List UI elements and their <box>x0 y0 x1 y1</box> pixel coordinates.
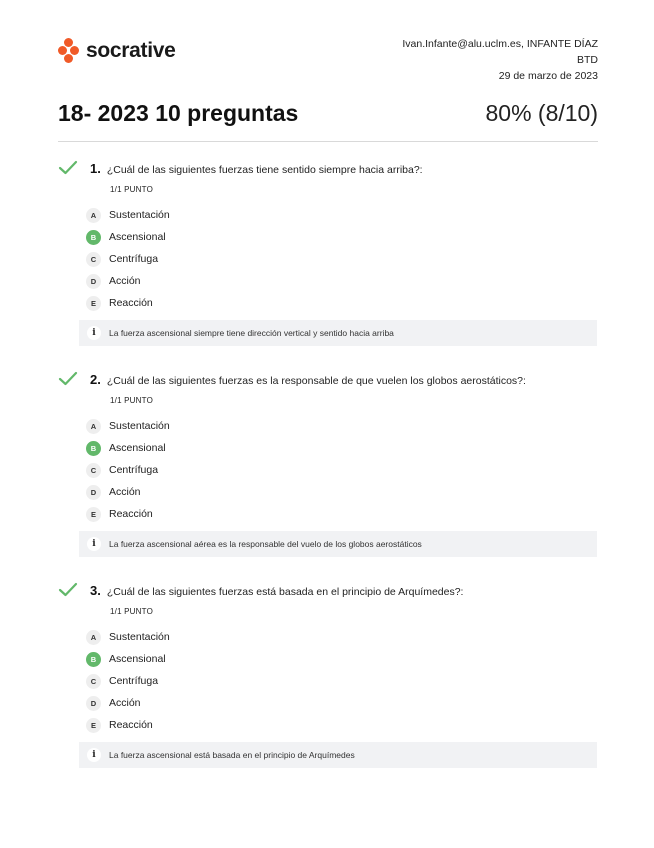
title-row <box>58 96 598 130</box>
question-number: 1. <box>90 161 101 176</box>
option-text: Centrífuga <box>109 675 159 687</box>
question-header <box>90 161 590 176</box>
answer-options <box>86 415 170 525</box>
option-d <box>86 692 170 714</box>
question-header <box>90 583 590 598</box>
option-letter: D <box>86 696 101 711</box>
explanation-note <box>79 531 597 557</box>
option-letter: E <box>86 507 101 522</box>
option-text: Acción <box>109 486 141 498</box>
option-letter: B <box>86 441 101 456</box>
option-c <box>86 248 170 270</box>
option-letter: E <box>86 296 101 311</box>
socrative-logo-icon <box>58 38 80 64</box>
explanation-note <box>79 320 597 346</box>
student-email: Ivan.Infante@alu.uclm.es, INFANTE DÍAZ <box>402 38 598 50</box>
option-letter: B <box>86 652 101 667</box>
student-group: BTD <box>577 54 598 66</box>
correct-check-icon <box>58 371 78 387</box>
explanation-text: La fuerza ascensional aérea es la responsable del vuelo de los globos aerostáticos <box>109 539 422 549</box>
option-text: Ascensional <box>109 653 166 665</box>
option-b-correct <box>86 648 170 670</box>
question-points: 1/1 PUNTO <box>110 396 153 405</box>
question-points: 1/1 PUNTO <box>110 607 153 616</box>
option-letter: B <box>86 230 101 245</box>
answer-options <box>86 626 170 736</box>
info-icon: i <box>87 748 101 762</box>
option-e <box>86 714 170 736</box>
quiz-date: 29 de marzo de 2023 <box>498 70 598 82</box>
option-text: Centrífuga <box>109 464 159 476</box>
explanation-note <box>79 742 597 768</box>
option-text: Centrífuga <box>109 253 159 265</box>
option-letter: E <box>86 718 101 733</box>
socrative-logo <box>58 38 176 64</box>
option-letter: D <box>86 274 101 289</box>
option-letter: A <box>86 630 101 645</box>
option-letter: C <box>86 463 101 478</box>
quiz-score: 80% (8/10) <box>485 99 598 126</box>
option-letter: A <box>86 208 101 223</box>
option-text: Ascensional <box>109 231 166 243</box>
info-icon: i <box>87 326 101 340</box>
option-text: Sustentación <box>109 631 170 643</box>
explanation-text: La fuerza ascensional siempre tiene dirección vertical y sentido hacia arriba <box>109 328 394 338</box>
question-text: ¿Cuál de las siguientes fuerzas tiene sentido siempre hacia arriba?: <box>106 164 423 176</box>
divider <box>58 141 598 142</box>
option-d <box>86 481 170 503</box>
question-text: ¿Cuál de las siguientes fuerzas está basada en el principio de Arquímedes?: <box>106 586 464 598</box>
option-text: Reacción <box>109 297 153 309</box>
question-number: 3. <box>90 583 101 598</box>
option-letter: D <box>86 485 101 500</box>
option-c <box>86 459 170 481</box>
question-header <box>90 372 590 387</box>
option-text: Acción <box>109 697 141 709</box>
option-text: Reacción <box>109 719 153 731</box>
answer-options <box>86 204 170 314</box>
student-meta <box>402 36 598 84</box>
page-header <box>58 36 598 86</box>
correct-check-icon <box>58 582 78 598</box>
question-points: 1/1 PUNTO <box>110 185 153 194</box>
option-a <box>86 626 170 648</box>
option-b-correct <box>86 226 170 248</box>
option-letter: A <box>86 419 101 434</box>
option-c <box>86 670 170 692</box>
question-text: ¿Cuál de las siguientes fuerzas es la responsable de que vuelen los globos aerostáticos?: <box>106 375 526 387</box>
option-text: Sustentación <box>109 209 170 221</box>
option-d <box>86 270 170 292</box>
option-e <box>86 292 170 314</box>
option-text: Ascensional <box>109 442 166 454</box>
quiz-title: 18- 2023 10 preguntas <box>58 99 299 126</box>
option-a <box>86 415 170 437</box>
option-text: Sustentación <box>109 420 170 432</box>
option-letter: C <box>86 674 101 689</box>
correct-check-icon <box>58 160 78 176</box>
option-text: Reacción <box>109 508 153 520</box>
option-letter: C <box>86 252 101 267</box>
option-e <box>86 503 170 525</box>
question-number: 2. <box>90 372 101 387</box>
info-icon: i <box>87 537 101 551</box>
explanation-text: La fuerza ascensional está basada en el principio de Arquímedes <box>109 750 355 760</box>
option-text: Acción <box>109 275 141 287</box>
option-a <box>86 204 170 226</box>
brand-name: socrative <box>86 39 176 62</box>
option-b-correct <box>86 437 170 459</box>
